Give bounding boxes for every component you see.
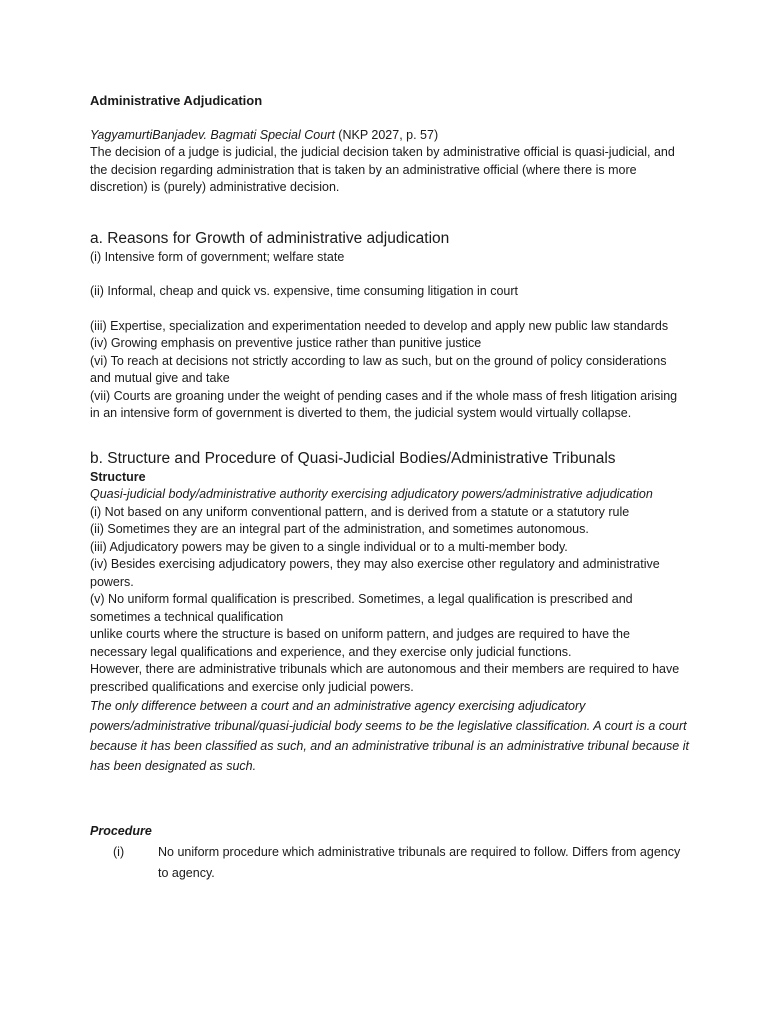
structure-intro: Quasi-judicial body/administrative authority exercising adjudicatory powers/administrative adjudication — [90, 487, 653, 501]
procedure-item-number: (i) — [113, 844, 125, 859]
list-item: (iii) Adjudicatory powers may be given to a single individual or to a multi-member body. — [90, 539, 568, 554]
list-item: However, there are administrative tribunals which are autonomous and their members are required to have prescribed qualifications and exercise only judicial powers. — [90, 662, 680, 694]
intro-paragraph: The decision of a judge is judicial, the judicial decision taken by administrative official is quasi-judicial, and the decision regarding administration that is taken by an administrative official (where there is more discretion) is (purely) administrative decision. — [90, 145, 675, 194]
list-item: (ii) Informal, cheap and quick vs. expensive, time consuming litigation in court — [90, 284, 518, 298]
list-item: (iii) Expertise, specialization and experimentation needed to develop and apply new public law standards — [90, 318, 669, 333]
list-item: (vii) Courts are groaning under the weight of pending cases and if the whole mass of fresh litigation arising in an intensive form of government is diverted to them, the judicial system would virtually collapse. — [90, 388, 678, 420]
section-b-heading: b. Structure and Procedure of Quasi-Judicial Bodies/Administrative Tribunals — [90, 449, 616, 467]
list-item: (vi) To reach at decisions not strictly according to law as such, but on the ground of policy considerations and mutual give and take — [90, 353, 667, 385]
procedure-label: Procedure — [90, 824, 152, 838]
case-reference: (NKP 2027, p. 57) — [334, 127, 439, 142]
list-item: unlike courts where the structure is based on uniform pattern, and judges are required to have the necessary legal qualifications and experience, and they exercise only judicial functions. — [90, 627, 630, 659]
list-item: (iv) Growing emphasis on preventive justice rather than punitive justice — [90, 336, 482, 350]
structure-label: Structure — [90, 469, 146, 484]
procedure-item-text: No uniform procedure which administrative tribunals are required to follow. Differs from agency to agency. — [158, 844, 681, 880]
page-title: Administrative Adjudication — [90, 93, 263, 108]
procedure-item — [90, 842, 690, 884]
list-item: (i) Not based on any uniform conventional pattern, and is derived from a statute or a statutory rule — [90, 504, 630, 519]
case-citation — [90, 127, 690, 145]
case-name: YagyamurtiBanjadev. Bagmati Special Court — [90, 127, 335, 142]
section-a-heading: a. Reasons for Growth of administrative adjudication — [90, 229, 450, 247]
list-item: (i) Intensive form of government; welfare state — [90, 249, 345, 264]
list-item: (ii) Sometimes they are an integral part of the administration, and sometimes autonomous. — [90, 522, 589, 536]
document-page — [90, 92, 690, 884]
italic-paragraph: The only difference between a court and an administrative agency exercising adjudicatory powers/administrative tribunal/quasi-judicial body seems to be the legislative classification. A court is a court because it has been classified as such, and an administrative tribunal is an administrative tribunal because it has been designated as such. — [90, 699, 689, 773]
list-item: (v) No uniform formal qualification is prescribed. Sometimes, a legal qualification is prescribed and sometimes a technical qualification — [90, 592, 633, 624]
list-item: (iv) Besides exercising adjudicatory powers, they may also exercise other regulatory and administrative powers. — [90, 557, 660, 589]
